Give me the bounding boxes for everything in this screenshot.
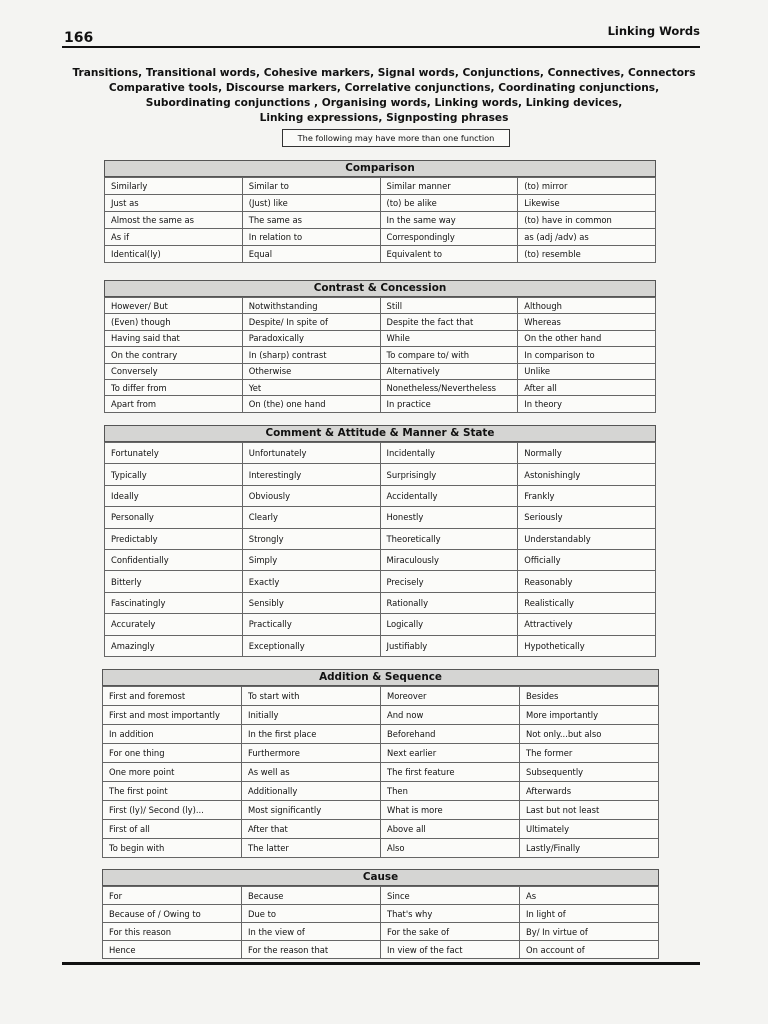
table-cell: Interestingly [242,464,380,485]
table-cell: Confidentially [105,549,243,570]
table-cell: After that [242,820,381,839]
table-row [103,905,659,923]
table-cell: (Even) though [105,314,243,330]
table-cell: Almost the same as [105,212,243,229]
table-cell: As [520,887,659,905]
section-comment-attitude [104,425,656,657]
table-cell: In light of [520,905,659,923]
intro-line: Subordinating conjunctions , Organising words, Linking words, Linking devices, [145,97,623,109]
table-cell: For the sake of [381,923,520,941]
table-cell: To start with [242,687,381,706]
table-cell: Amazingly [105,635,243,656]
table-cell: Understandably [518,528,656,549]
table-cell: For [103,887,242,905]
table-row [105,246,656,263]
running-title: Linking Words [607,24,700,38]
table-cell: The former [520,744,659,763]
table-cell: Hence [103,941,242,959]
table-cell: Afterwards [520,782,659,801]
table-cell: Reasonably [518,571,656,592]
table-cell: Hypothetically [518,635,656,656]
table-cell: Attractively [518,614,656,635]
section-title: Addition & Sequence [102,669,659,686]
table-cell: as (adj /adv) as [518,229,656,246]
table-cell: Likewise [518,195,656,212]
table-cell: Logically [380,614,518,635]
table-row [105,507,656,528]
section-contrast-concession [104,280,656,413]
table-row [105,178,656,195]
table-cell: Due to [242,905,381,923]
table-cell: (to) resemble [518,246,656,263]
intro-line: Transitions, Transitional words, Cohesive markers, Signal words, Conjunctions, Connectives, Connectors [72,67,696,79]
table-cell: In the same way [380,212,518,229]
table-cell: Rationally [380,592,518,613]
table-cell: Bitterly [105,571,243,592]
table-cell: First and foremost [103,687,242,706]
table-cell: To compare to/ with [380,347,518,363]
table-cell: Theoretically [380,528,518,549]
table-row [105,635,656,656]
table-cell: Yet [242,379,380,395]
table-row [105,195,656,212]
page-header [62,24,700,48]
table-cell: Despite/ In spite of [242,314,380,330]
table-cell: Alternatively [380,363,518,379]
table-cell: Simply [242,549,380,570]
table-cell: Then [381,782,520,801]
page-number: 166 [64,30,94,46]
section-table [104,297,656,413]
table-cell: Seriously [518,507,656,528]
table-cell: Personally [105,507,243,528]
table-cell: Fascinatingly [105,592,243,613]
table-cell: Also [381,839,520,858]
table-cell: In the view of [242,923,381,941]
table-cell: While [380,330,518,346]
section-addition-sequence [102,669,659,858]
table-cell: Officially [518,549,656,570]
table-cell: In view of the fact [381,941,520,959]
table-row [103,782,659,801]
section-table [104,177,656,263]
table-row [105,298,656,314]
section-title: Comment & Attitude & Manner & State [104,425,656,442]
table-row [103,763,659,782]
table-cell: As if [105,229,243,246]
table-row [105,443,656,464]
table-cell: Realistically [518,592,656,613]
table-row [105,379,656,395]
table-row [103,744,659,763]
table-cell: Unlike [518,363,656,379]
table-cell: On the other hand [518,330,656,346]
table-row [105,212,656,229]
table-cell: In theory [518,396,656,412]
table-cell: Moreover [381,687,520,706]
table-cell: Initially [242,706,381,725]
table-row [105,314,656,330]
table-row [105,464,656,485]
table-cell: Next earlier [381,744,520,763]
table-cell: Ultimately [520,820,659,839]
table-cell: Accidentally [380,485,518,506]
table-cell: To begin with [103,839,242,858]
table-cell: Since [381,887,520,905]
table-cell: Similar manner [380,178,518,195]
table-cell: Correspondingly [380,229,518,246]
table-row [105,549,656,570]
table-cell: Beforehand [381,725,520,744]
table-cell: Most significantly [242,801,381,820]
table-cell: Predictably [105,528,243,549]
table-cell: On the contrary [105,347,243,363]
table-cell: Frankly [518,485,656,506]
table-cell: (to) have in common [518,212,656,229]
table-cell: (Just) like [242,195,380,212]
table-row [103,706,659,725]
table-cell: Exactly [242,571,380,592]
bottom-rule [62,962,700,965]
table-row [105,363,656,379]
table-cell: Otherwise [242,363,380,379]
section-table [102,686,659,858]
table-cell: More importantly [520,706,659,725]
table-row [105,396,656,412]
table-cell: Unfortunately [242,443,380,464]
table-row [103,923,659,941]
table-cell: Nonetheless/Nevertheless [380,379,518,395]
table-cell: Strongly [242,528,380,549]
section-title: Comparison [104,160,656,177]
table-row [105,571,656,592]
table-cell: Accurately [105,614,243,635]
table-cell: First of all [103,820,242,839]
table-cell: For this reason [103,923,242,941]
table-cell: Typically [105,464,243,485]
table-cell: For the reason that [242,941,381,959]
table-cell: In comparison to [518,347,656,363]
table-cell: In practice [380,396,518,412]
table-cell: (to) be alike [380,195,518,212]
table-cell: The latter [242,839,381,858]
intro-line: Linking expressions, Signposting phrases [259,112,509,124]
table-cell: Obviously [242,485,380,506]
table-cell: Despite the fact that [380,314,518,330]
table-cell: Incidentally [380,443,518,464]
table-cell: In the first place [242,725,381,744]
table-cell: Additionally [242,782,381,801]
table-cell: Ideally [105,485,243,506]
table-row [103,725,659,744]
table-cell: Furthermore [242,744,381,763]
section-title: Cause [102,869,659,886]
intro-line: Comparative tools, Discourse markers, Correlative conjunctions, Coordinating conjunctions, [108,82,660,94]
table-row [105,330,656,346]
table-cell: Besides [520,687,659,706]
table-row [105,347,656,363]
table-cell: Clearly [242,507,380,528]
table-row [105,592,656,613]
intro-paragraph [40,66,728,126]
table-cell: First and most importantly [103,706,242,725]
table-cell: Just as [105,195,243,212]
note-box: The following may have more than one function [282,129,510,147]
table-cell: The first feature [381,763,520,782]
table-row [105,485,656,506]
table-cell: The same as [242,212,380,229]
table-cell: Exceptionally [242,635,380,656]
table-cell: To differ from [105,379,243,395]
table-cell: Having said that [105,330,243,346]
table-cell: Normally [518,443,656,464]
table-cell: Notwithstanding [242,298,380,314]
section-cause [102,869,659,959]
table-cell: Subsequently [520,763,659,782]
table-cell: Last but not least [520,801,659,820]
table-cell: One more point [103,763,242,782]
section-comparison [104,160,656,263]
table-cell: Sensibly [242,592,380,613]
table-cell: In (sharp) contrast [242,347,380,363]
table-cell: By/ In virtue of [520,923,659,941]
table-cell: That's why [381,905,520,923]
table-cell: For one thing [103,744,242,763]
table-cell: Fortunately [105,443,243,464]
table-row [103,820,659,839]
table-cell: Paradoxically [242,330,380,346]
table-cell: Lastly/Finally [520,839,659,858]
table-cell: In addition [103,725,242,744]
table-cell: After all [518,379,656,395]
table-cell: (to) mirror [518,178,656,195]
table-cell: Equivalent to [380,246,518,263]
table-cell: Identical(ly) [105,246,243,263]
table-cell: Although [518,298,656,314]
table-cell: Because [242,887,381,905]
section-table [104,442,656,657]
table-row [105,614,656,635]
table-cell: In relation to [242,229,380,246]
table-cell: As well as [242,763,381,782]
table-cell: Honestly [380,507,518,528]
table-cell: First (ly)/ Second (ly)... [103,801,242,820]
table-cell: On (the) one hand [242,396,380,412]
table-cell: Above all [381,820,520,839]
table-row [103,801,659,820]
section-title: Contrast & Concession [104,280,656,297]
table-cell: Justifiably [380,635,518,656]
section-table [102,886,659,959]
table-cell: Equal [242,246,380,263]
table-cell: On account of [520,941,659,959]
table-row [103,687,659,706]
table-cell: Similar to [242,178,380,195]
table-cell: Astonishingly [518,464,656,485]
table-row [105,229,656,246]
table-row [105,528,656,549]
table-cell: Surprisingly [380,464,518,485]
table-cell: And now [381,706,520,725]
table-cell: Not only...but also [520,725,659,744]
table-row [103,941,659,959]
table-cell: Because of / Owing to [103,905,242,923]
table-cell: Similarly [105,178,243,195]
table-cell: However/ But [105,298,243,314]
table-row [103,887,659,905]
table-cell: Still [380,298,518,314]
table-cell: Miraculously [380,549,518,570]
table-cell: Conversely [105,363,243,379]
table-cell: Precisely [380,571,518,592]
table-cell: Practically [242,614,380,635]
table-cell: What is more [381,801,520,820]
table-cell: Apart from [105,396,243,412]
table-cell: Whereas [518,314,656,330]
table-cell: The first point [103,782,242,801]
table-row [103,839,659,858]
